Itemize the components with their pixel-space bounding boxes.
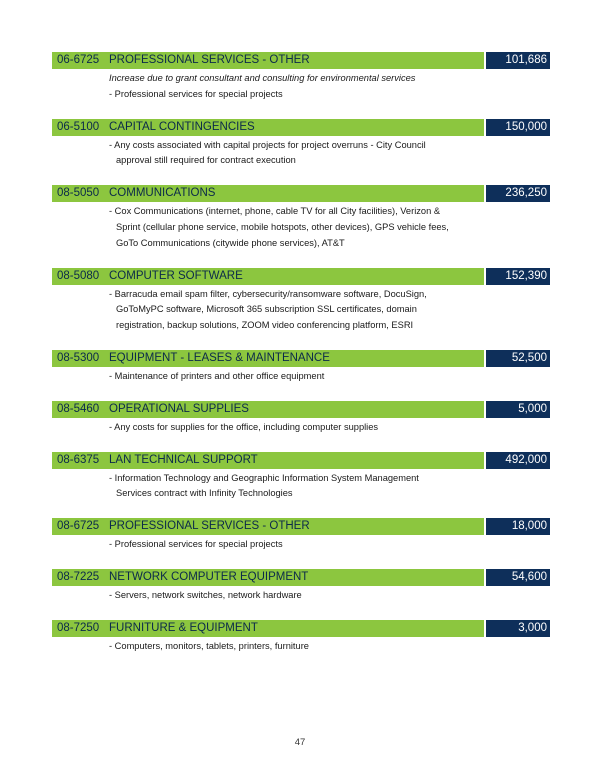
- budget-item-header: [52, 52, 550, 69]
- budget-item: [52, 185, 550, 251]
- account-title: PROFESSIONAL SERVICES - OTHER: [109, 520, 310, 533]
- account-code: 08-5050: [57, 187, 100, 200]
- item-description: [109, 420, 550, 436]
- budget-item: [52, 119, 550, 170]
- budget-item-header: [52, 185, 550, 202]
- account-bar: [52, 185, 484, 202]
- budget-amount: 5,000: [486, 401, 550, 418]
- budget-item: [52, 452, 550, 503]
- budget-item: [52, 569, 550, 604]
- budget-item-header: [52, 401, 550, 418]
- account-bar: [52, 452, 484, 469]
- description-line: Sprint (cellular phone service, mobile hotspots, other devices), GPS vehicle fees,: [116, 221, 449, 232]
- account-bar: [52, 620, 484, 637]
- budget-amount: 492,000: [486, 452, 550, 469]
- account-code: 06-5100: [57, 120, 100, 133]
- budget-amount: 101,686: [486, 52, 550, 69]
- budget-item: [52, 620, 550, 655]
- item-description: [109, 537, 550, 553]
- account-bar: [52, 119, 484, 136]
- account-bar: [52, 52, 484, 69]
- item-description: [109, 471, 550, 503]
- description-line: registration, backup solutions, ZOOM video conferencing platform, ESRI: [116, 320, 414, 331]
- budget-item: [52, 401, 550, 436]
- account-code: 08-7225: [57, 570, 100, 583]
- account-title: COMPUTER SOFTWARE: [109, 269, 243, 282]
- budget-amount: 18,000: [486, 518, 550, 535]
- description-line: - Maintenance of printers and other office equipment: [109, 370, 325, 381]
- budget-item: [52, 52, 550, 103]
- budget-amount: 54,600: [486, 569, 550, 586]
- page-number: 47: [294, 737, 306, 748]
- description-line: - Servers, network switches, network hardware: [109, 589, 302, 600]
- description-line: - Information Technology and Geographic Information System Management: [109, 472, 419, 483]
- description-line: - Barracuda email spam filter, cybersecurity/ransomware software, DocuSign,: [109, 288, 427, 299]
- description-line: GoToMyPC software, Microsoft 365 subscription SSL certificates, domain: [116, 304, 417, 315]
- account-code: 08-5300: [57, 351, 100, 364]
- budget-amount: 3,000: [486, 620, 550, 637]
- budget-item-header: [52, 518, 550, 535]
- description-line: - Any costs for supplies for the office, including computer supplies: [109, 421, 379, 432]
- description-line: GoTo Communications (citywide phone services), AT&T: [116, 237, 345, 248]
- account-title: EQUIPMENT - LEASES & MAINTENANCE: [109, 351, 330, 364]
- budget-line-items: [52, 52, 550, 671]
- account-code: 06-6725: [57, 54, 100, 66]
- item-description: [109, 204, 550, 251]
- budget-item-header: [52, 620, 550, 637]
- account-code: 08-6375: [57, 453, 100, 466]
- item-description: [109, 588, 550, 604]
- account-title: OPERATIONAL SUPPLIES: [109, 402, 249, 415]
- description-line: Services contract with Infinity Technologies: [116, 488, 293, 499]
- description-line: - Any costs associated with capital projects for project overruns - City Council: [109, 139, 426, 150]
- budget-item: [52, 350, 550, 385]
- account-bar: [52, 401, 484, 418]
- budget-amount: 52,500: [486, 350, 550, 367]
- description-line: - Professional services for special projects: [109, 539, 283, 550]
- budget-amount: 236,250: [486, 185, 550, 202]
- account-bar: [52, 350, 484, 367]
- budget-item: [52, 518, 550, 553]
- account-code: 08-5080: [57, 269, 100, 282]
- item-description: [109, 639, 550, 655]
- budget-item-header: [52, 350, 550, 367]
- account-title: NETWORK COMPUTER EQUIPMENT: [109, 570, 309, 583]
- description-line: approval still required for contract execution: [116, 155, 296, 166]
- description-line: - Professional services for special projects: [109, 88, 283, 99]
- account-title: LAN TECHNICAL SUPPORT: [109, 453, 258, 466]
- budget-item-header: [52, 268, 550, 285]
- item-description: [109, 138, 550, 170]
- budget-item: [52, 268, 550, 334]
- account-code: 08-7250: [57, 621, 100, 634]
- item-description: [109, 287, 550, 334]
- budget-item-header: [52, 119, 550, 136]
- account-bar: [52, 268, 484, 285]
- description-line: - Computers, monitors, tablets, printers, furniture: [109, 640, 309, 651]
- account-bar: [52, 569, 484, 586]
- account-title: FURNITURE & EQUIPMENT: [109, 621, 258, 634]
- item-description: [109, 369, 550, 385]
- budget-amount: 150,000: [486, 119, 550, 136]
- account-title: CAPITAL CONTINGENCIES: [109, 120, 255, 133]
- account-code: 08-5460: [57, 402, 100, 415]
- description-line: Increase due to grant consultant and consulting for environmental services: [109, 73, 416, 83]
- account-title: PROFESSIONAL SERVICES - OTHER: [109, 54, 310, 66]
- description-line: - Cox Communications (internet, phone, cable TV for all City facilities), Verizon &: [109, 206, 441, 217]
- budget-item-header: [52, 452, 550, 469]
- account-bar: [52, 518, 484, 535]
- account-code: 08-6725: [57, 520, 100, 533]
- budget-item-header: [52, 569, 550, 586]
- item-description: [109, 71, 550, 103]
- account-title: COMMUNICATIONS: [109, 187, 216, 200]
- budget-amount: 152,390: [486, 268, 550, 285]
